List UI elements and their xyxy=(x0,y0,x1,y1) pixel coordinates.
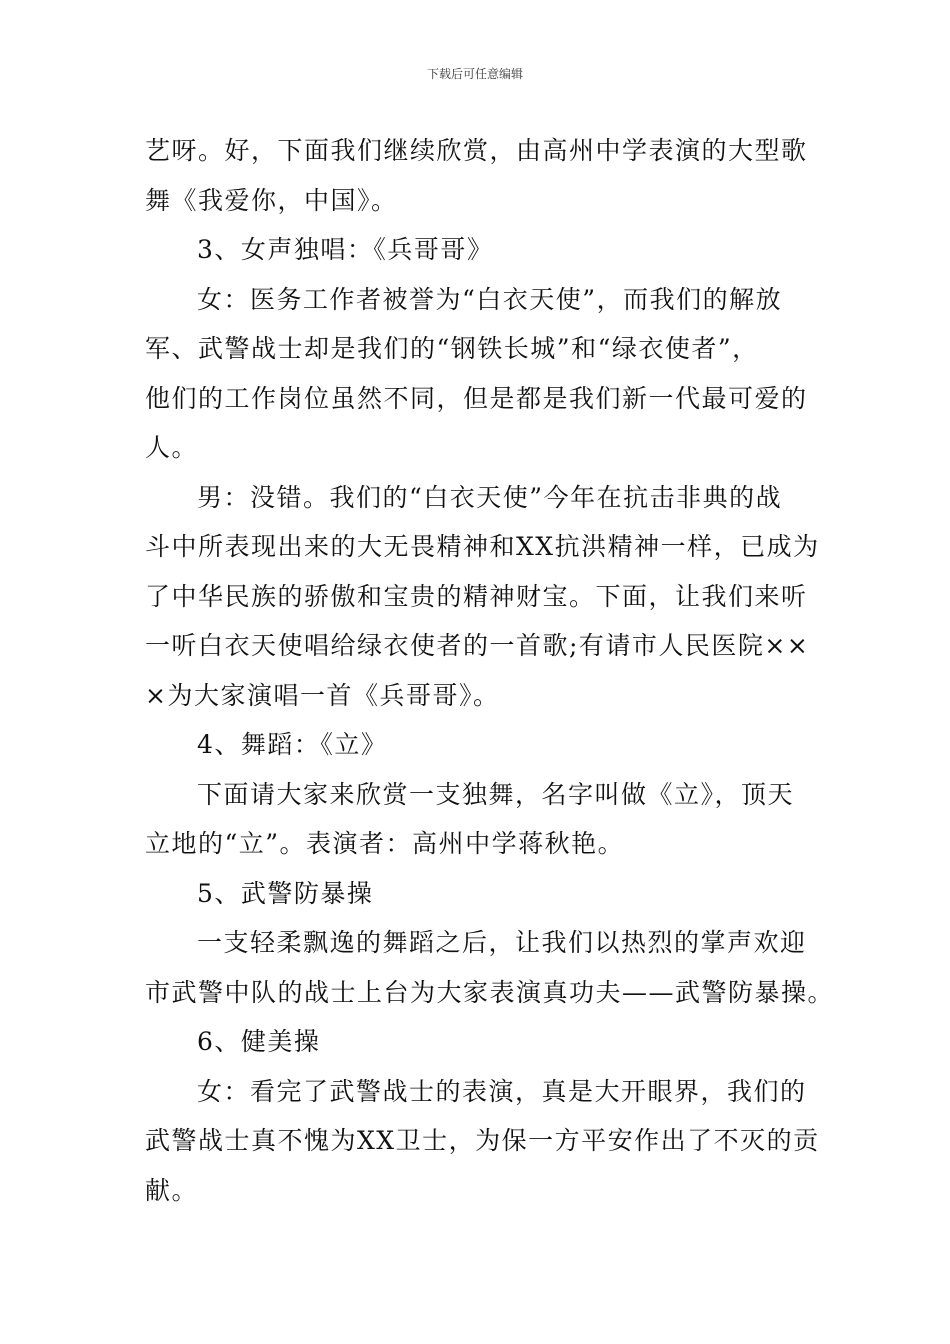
text-line: 武警战士真不愧为XX卫士，为保一方平安作出了不灭的贡 xyxy=(145,1126,820,1155)
text-line: 他们的工作岗位虽然不同，但是都是我们新一代最可爱的 xyxy=(145,383,808,413)
text-line: 3、女声独唱：《兵哥哥》 xyxy=(197,235,494,264)
document-body xyxy=(145,126,835,1215)
text-line: 艺呀。好，下面我们继续欣赏，由高州中学表演的大型歌 xyxy=(145,136,808,165)
text-line: 6、健美操 xyxy=(197,1027,321,1056)
text-line: 了中华民族的骄傲和宝贵的精神财宝。下面，让我们来听 xyxy=(145,581,808,611)
paragraph xyxy=(145,918,835,1017)
text-line: 一听白衣天使唱给绿衣使者的一首歌;有请市人民医院×× xyxy=(145,631,810,660)
text-line: 下面请大家来欣赏一支独舞，名字叫做《立》，顶天 xyxy=(197,779,795,809)
paragraph xyxy=(145,275,810,473)
text-line: ×为大家演唱一首《兵哥哥》。 xyxy=(145,680,500,710)
text-line: 立地的“立”。表演者：高州中学蒋秋艳。 xyxy=(145,829,625,858)
text-line: 舞《我爱你，中国》。 xyxy=(145,185,398,215)
paragraph xyxy=(145,473,820,721)
paragraph xyxy=(145,126,810,225)
text-line: 4、舞蹈：《立》 xyxy=(197,730,388,759)
text-line: 人。 xyxy=(145,433,199,462)
program-heading xyxy=(145,1017,810,1067)
program-heading xyxy=(145,720,810,770)
text-line: 一支轻柔飘逸的舞蹈之后，让我们以热烈的掌声欢迎 xyxy=(197,928,807,957)
paragraph xyxy=(145,1067,820,1216)
text-line: 军、武警战士却是我们的“钢铁长城”和“绿衣使者”， xyxy=(145,334,759,363)
text-line: 男：没错。我们的“白衣天使”今年在抗击非典的战 xyxy=(197,482,783,512)
program-heading xyxy=(145,869,810,919)
text-line: 献。 xyxy=(145,1175,199,1205)
text-line: 市武警中队的战士上台为大家表演真功夫——武警防暴操。 xyxy=(145,977,835,1007)
program-heading xyxy=(145,225,810,275)
text-line: 女：看完了武警战士的表演，真是大开眼界，我们的 xyxy=(197,1076,807,1106)
page-header: 下载后可任意编辑 xyxy=(426,67,523,81)
paragraph xyxy=(145,770,810,869)
text-line: 斗中所表现出来的大无畏精神和XX抗洪精神一样，已成为 xyxy=(145,532,820,561)
text-line: 女：医务工作者被誉为“白衣天使”，而我们的解放 xyxy=(197,284,783,314)
text-line: 5、武警防暴操 xyxy=(197,878,374,908)
